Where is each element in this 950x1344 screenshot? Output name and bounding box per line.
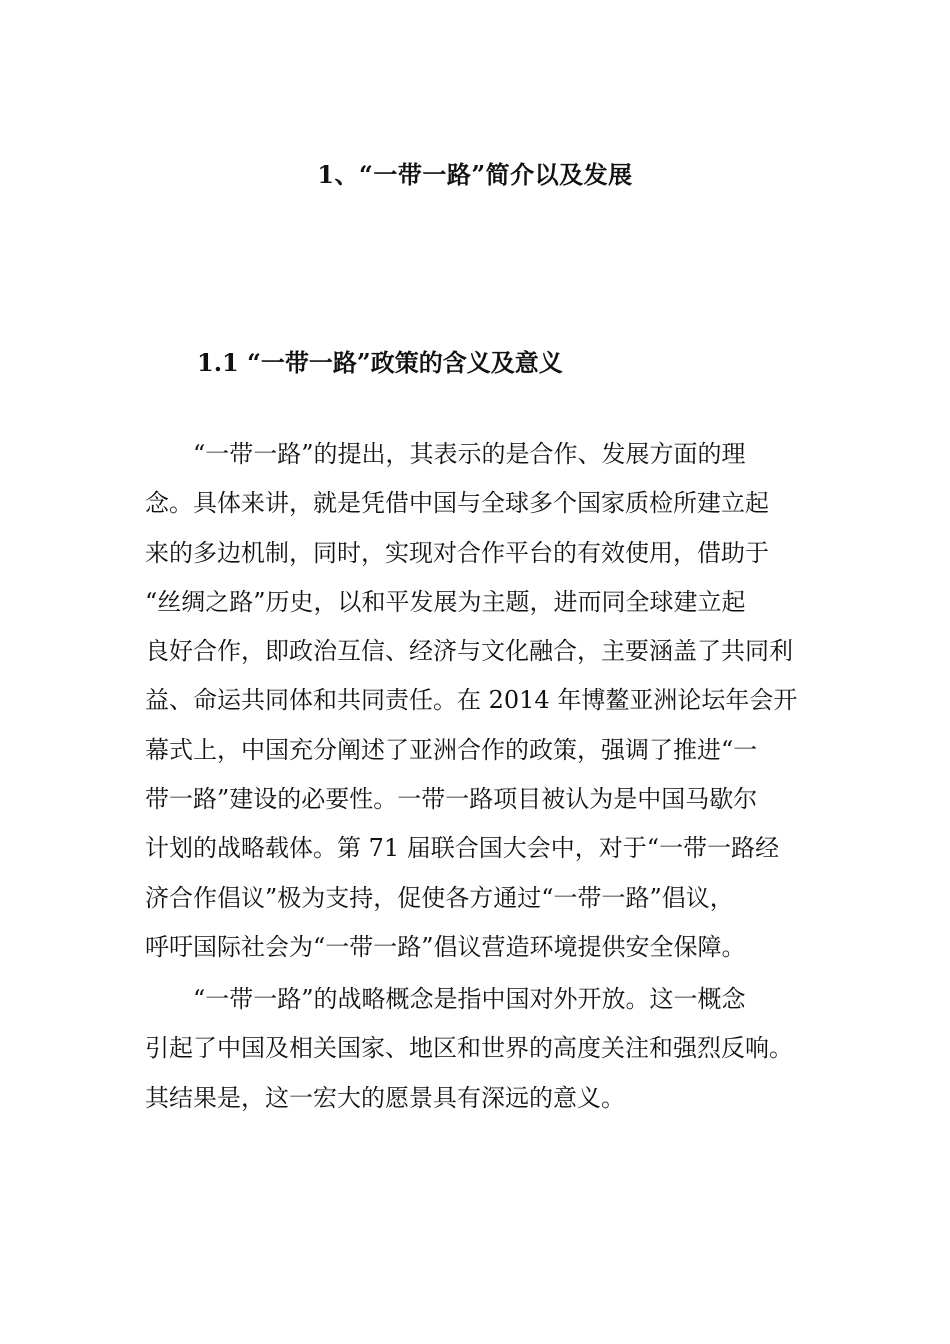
paragraph-line: 幕式上，中国充分阐述了亚洲合作的政策，强调了推进“一 [145,735,758,764]
paragraph-line: “一带一路”的战略概念是指中国对外开放。这一概念 [193,985,746,1013]
paragraph-2 [145,975,835,1123]
paragraph-line: 来的多边机制，同时，实现对合作平台的有效使用，借助于 [145,538,769,567]
paragraph-line: “丝绸之路”历史，以和平发展为主题，进而同全球建立起 [145,587,746,616]
paragraph-line: 带一路”建设的必要性。一带一路项目被认为是中国马歇尔 [145,785,758,814]
section-title: 1.1 “一带一路”政策的含义及意义 [197,348,563,377]
paragraph-line: 引起了中国及相关国家、地区和世界的高度关注和强烈反响。 [145,1034,793,1063]
paragraph-line: 良好合作，即政治互信、经济与文化融合，主要涵盖了共同利 [145,637,793,666]
paragraph-1 [145,430,835,972]
chapter-title: 1、“一带一路”简介以及发展 [317,160,633,189]
paragraph-line: 念。具体来讲，就是凭借中国与全球多个国家质检所建立起 [145,489,769,518]
paragraph-line: “一带一路”的提出，其表示的是合作、发展方面的理 [193,440,746,468]
paragraph-line: 计划的战略载体。第 71 届联合国大会中，对于“一带一路经 [145,834,780,863]
paragraph-line: 济合作倡议”极为支持，促使各方通过“一带一路”倡议， [145,883,734,912]
paragraph-line: 其结果是，这一宏大的愿景具有深远的意义。 [145,1083,625,1112]
paragraph-line: 呼吁国际社会为“一带一路”倡议营造环境提供安全保障。 [145,932,746,961]
paragraph-line: 益、命运共同体和共同责任。在 2014 年博鳌亚洲论坛年会开 [145,686,798,715]
